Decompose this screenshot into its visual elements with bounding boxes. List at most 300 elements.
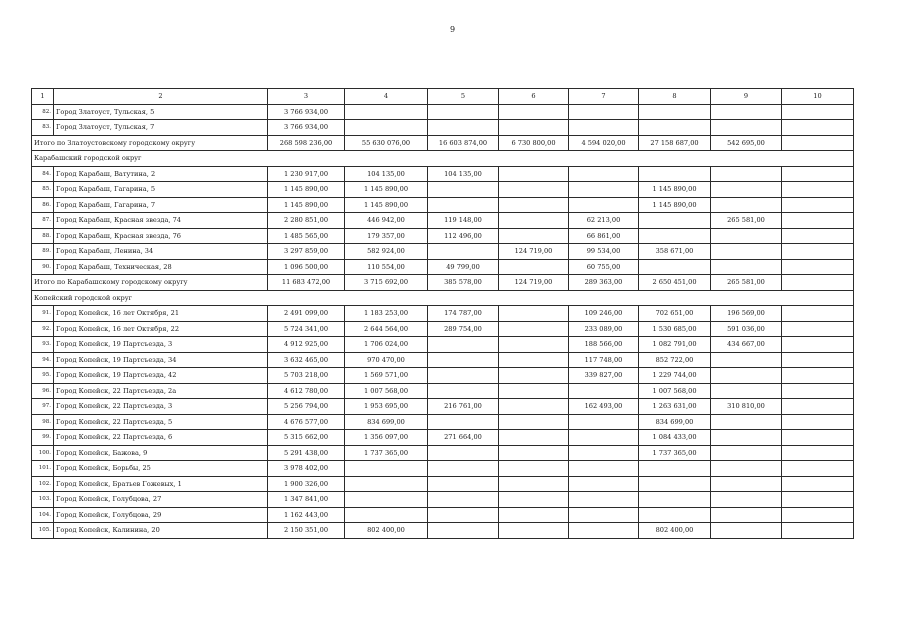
table-cell bbox=[782, 507, 854, 523]
table-cell bbox=[428, 352, 499, 368]
table-row bbox=[32, 430, 854, 446]
table-cell: 1 145 890,00 bbox=[268, 197, 345, 213]
table-cell bbox=[345, 461, 428, 477]
table-cell bbox=[499, 383, 569, 399]
table-cell: 1 230 917,00 bbox=[268, 166, 345, 182]
table-row bbox=[32, 414, 854, 430]
table-cell bbox=[711, 228, 782, 244]
table-cell: 802 400,00 bbox=[639, 523, 711, 539]
table-cell: 5 703 218,00 bbox=[268, 368, 345, 384]
table-cell bbox=[499, 166, 569, 182]
total-cell: 55 630 076,00 bbox=[345, 135, 428, 151]
column-header: 4 bbox=[345, 89, 428, 105]
table-row bbox=[32, 228, 854, 244]
table-cell: 970 470,00 bbox=[345, 352, 428, 368]
table-cell bbox=[569, 523, 639, 539]
table-cell: 174 787,00 bbox=[428, 306, 499, 322]
table-cell bbox=[639, 104, 711, 120]
row-number: 103. bbox=[32, 492, 54, 508]
table-cell bbox=[428, 461, 499, 477]
table-cell bbox=[345, 120, 428, 136]
table-cell: 3 766 934,00 bbox=[268, 120, 345, 136]
table-cell: 582 924,00 bbox=[345, 244, 428, 260]
table-cell bbox=[499, 306, 569, 322]
address-cell: Город Карабаш, Гагарина, 5 bbox=[54, 182, 268, 198]
table-cell: 1 953 695,00 bbox=[345, 399, 428, 415]
table-cell: 1 084 433,00 bbox=[639, 430, 711, 446]
table-cell bbox=[428, 104, 499, 120]
table-cell bbox=[782, 244, 854, 260]
address-cell: Город Копейск, 22 Партсъезда, 6 bbox=[54, 430, 268, 446]
table-cell: 3 766 934,00 bbox=[268, 104, 345, 120]
table-cell bbox=[569, 197, 639, 213]
address-cell: Город Карабаш, Ленина, 34 bbox=[54, 244, 268, 260]
table-cell: 1 096 500,00 bbox=[268, 259, 345, 275]
table-cell bbox=[345, 104, 428, 120]
table-cell: 4 912 925,00 bbox=[268, 337, 345, 353]
table-cell bbox=[499, 476, 569, 492]
row-number: 83. bbox=[32, 120, 54, 136]
row-number: 82. bbox=[32, 104, 54, 120]
table-cell bbox=[499, 492, 569, 508]
table-cell bbox=[569, 166, 639, 182]
row-number: 95. bbox=[32, 368, 54, 384]
table-cell bbox=[711, 461, 782, 477]
total-label: Итого по Карабашскому городскому округу bbox=[32, 275, 268, 291]
table-cell bbox=[711, 352, 782, 368]
table-cell bbox=[428, 244, 499, 260]
address-cell: Город Копейск, 16 лет Октября, 21 bbox=[54, 306, 268, 322]
table-cell bbox=[428, 182, 499, 198]
table-cell bbox=[499, 461, 569, 477]
total-cell: 542 695,00 bbox=[711, 135, 782, 151]
table-cell bbox=[499, 337, 569, 353]
address-cell: Город Копейск, Калинина, 20 bbox=[54, 523, 268, 539]
table-cell bbox=[782, 399, 854, 415]
table-cell: 1 183 253,00 bbox=[345, 306, 428, 322]
row-number: 94. bbox=[32, 352, 54, 368]
table-cell bbox=[782, 166, 854, 182]
table-cell: 1 145 890,00 bbox=[345, 182, 428, 198]
row-number: 91. bbox=[32, 306, 54, 322]
row-number: 102. bbox=[32, 476, 54, 492]
table-cell bbox=[711, 197, 782, 213]
address-cell: Город Копейск, 22 Партсъезда, 3 bbox=[54, 399, 268, 415]
table-cell: 4 676 577,00 bbox=[268, 414, 345, 430]
table-cell: 3 297 859,00 bbox=[268, 244, 345, 260]
table-cell bbox=[782, 197, 854, 213]
table-row bbox=[32, 306, 854, 322]
table-cell bbox=[711, 182, 782, 198]
table-cell bbox=[782, 120, 854, 136]
table-cell bbox=[569, 507, 639, 523]
table-row bbox=[32, 523, 854, 539]
table-cell: 112 496,00 bbox=[428, 228, 499, 244]
table-cell bbox=[428, 476, 499, 492]
table-body bbox=[32, 89, 854, 539]
total-cell: 2 650 451,00 bbox=[639, 275, 711, 291]
table-cell bbox=[569, 182, 639, 198]
table-cell: 310 810,00 bbox=[711, 399, 782, 415]
table-cell bbox=[639, 461, 711, 477]
total-cell: 6 730 800,00 bbox=[499, 135, 569, 151]
table-cell: 289 754,00 bbox=[428, 321, 499, 337]
table-cell: 591 036,00 bbox=[711, 321, 782, 337]
section-title: Карабашский городской округ bbox=[32, 151, 854, 167]
header-row bbox=[32, 89, 854, 105]
table-cell bbox=[782, 492, 854, 508]
column-header: 9 bbox=[711, 89, 782, 105]
table-cell bbox=[428, 120, 499, 136]
table-cell: 66 861,00 bbox=[569, 228, 639, 244]
address-cell: Город Копейск, Голубцова, 27 bbox=[54, 492, 268, 508]
total-cell: 265 581,00 bbox=[711, 275, 782, 291]
table-cell bbox=[782, 337, 854, 353]
table-cell bbox=[711, 430, 782, 446]
table-cell: 2 280 851,00 bbox=[268, 213, 345, 229]
table-cell bbox=[499, 182, 569, 198]
table-cell: 1 007 568,00 bbox=[345, 383, 428, 399]
column-header: 7 bbox=[569, 89, 639, 105]
table-cell bbox=[711, 120, 782, 136]
table-cell bbox=[569, 476, 639, 492]
row-number: 100. bbox=[32, 445, 54, 461]
table-cell bbox=[428, 337, 499, 353]
table-cell bbox=[428, 414, 499, 430]
table-cell bbox=[711, 445, 782, 461]
table-cell bbox=[639, 166, 711, 182]
table-row bbox=[32, 352, 854, 368]
row-number: 87. bbox=[32, 213, 54, 229]
row-number: 105. bbox=[32, 523, 54, 539]
address-cell: Город Карабаш, Ватутина, 2 bbox=[54, 166, 268, 182]
table-cell bbox=[569, 492, 639, 508]
table-cell bbox=[569, 104, 639, 120]
table-cell bbox=[782, 461, 854, 477]
table-row bbox=[32, 492, 854, 508]
table-cell: 852 722,00 bbox=[639, 352, 711, 368]
table-row bbox=[32, 399, 854, 415]
table-cell bbox=[782, 259, 854, 275]
row-number: 93. bbox=[32, 337, 54, 353]
table-cell: 233 089,00 bbox=[569, 321, 639, 337]
table-cell bbox=[782, 182, 854, 198]
table-cell bbox=[782, 476, 854, 492]
table-cell bbox=[782, 352, 854, 368]
table-cell bbox=[639, 492, 711, 508]
table-cell: 109 246,00 bbox=[569, 306, 639, 322]
table-cell: 2 644 564,00 bbox=[345, 321, 428, 337]
address-cell: Город Копейск, 22 Партсъезда, 2а bbox=[54, 383, 268, 399]
table-cell: 1 145 890,00 bbox=[639, 182, 711, 198]
table-cell bbox=[345, 476, 428, 492]
table-cell: 2 150 351,00 bbox=[268, 523, 345, 539]
table-row bbox=[32, 213, 854, 229]
table-cell bbox=[345, 507, 428, 523]
section-row bbox=[32, 290, 854, 306]
table-cell bbox=[428, 492, 499, 508]
table-cell: 1 007 568,00 bbox=[639, 383, 711, 399]
table-cell: 104 135,00 bbox=[428, 166, 499, 182]
table-cell: 2 491 099,00 bbox=[268, 306, 345, 322]
table-cell bbox=[782, 306, 854, 322]
total-row bbox=[32, 275, 854, 291]
table-cell bbox=[499, 120, 569, 136]
page-number: 9 bbox=[449, 25, 456, 34]
table-cell bbox=[711, 414, 782, 430]
table-cell bbox=[428, 523, 499, 539]
table-cell bbox=[569, 461, 639, 477]
table-cell: 802 400,00 bbox=[345, 523, 428, 539]
table-cell bbox=[428, 383, 499, 399]
table-cell: 834 699,00 bbox=[639, 414, 711, 430]
table-cell: 124 719,00 bbox=[499, 244, 569, 260]
address-cell: Город Карабаш, Гагарина, 7 bbox=[54, 197, 268, 213]
table-cell bbox=[499, 228, 569, 244]
table-cell: 1 162 443,00 bbox=[268, 507, 345, 523]
table-cell: 162 493,00 bbox=[569, 399, 639, 415]
table-cell: 834 699,00 bbox=[345, 414, 428, 430]
table-row bbox=[32, 182, 854, 198]
table-cell: 1 263 631,00 bbox=[639, 399, 711, 415]
column-header: 5 bbox=[428, 89, 499, 105]
table-cell: 216 761,00 bbox=[428, 399, 499, 415]
table-cell bbox=[499, 523, 569, 539]
table-cell bbox=[499, 368, 569, 384]
table-cell: 5 256 794,00 bbox=[268, 399, 345, 415]
total-cell: 27 158 687,00 bbox=[639, 135, 711, 151]
table-cell: 60 755,00 bbox=[569, 259, 639, 275]
table-cell bbox=[711, 244, 782, 260]
table-cell bbox=[711, 166, 782, 182]
table-row bbox=[32, 476, 854, 492]
table-cell: 1 485 565,00 bbox=[268, 228, 345, 244]
row-number: 96. bbox=[32, 383, 54, 399]
table-cell: 99 534,00 bbox=[569, 244, 639, 260]
table-cell: 1 706 024,00 bbox=[345, 337, 428, 353]
column-header: 3 bbox=[268, 89, 345, 105]
table-cell: 49 799,00 bbox=[428, 259, 499, 275]
row-number: 86. bbox=[32, 197, 54, 213]
table-cell bbox=[782, 445, 854, 461]
table-cell bbox=[782, 414, 854, 430]
table-cell: 446 942,00 bbox=[345, 213, 428, 229]
address-cell: Город Копейск, Бажова, 9 bbox=[54, 445, 268, 461]
table-cell: 1 082 791,00 bbox=[639, 337, 711, 353]
address-cell: Город Карабаш, Техническая, 28 bbox=[54, 259, 268, 275]
table-cell: 1 356 097,00 bbox=[345, 430, 428, 446]
row-number: 101. bbox=[32, 461, 54, 477]
row-number: 89. bbox=[32, 244, 54, 260]
address-cell: Город Златоуст, Тульская, 5 bbox=[54, 104, 268, 120]
table-cell: 188 566,00 bbox=[569, 337, 639, 353]
table-cell: 1 347 841,00 bbox=[268, 492, 345, 508]
row-number: 104. bbox=[32, 507, 54, 523]
table-cell bbox=[499, 399, 569, 415]
table-cell: 104 135,00 bbox=[345, 166, 428, 182]
address-cell: Город Копейск, Голубцова, 29 bbox=[54, 507, 268, 523]
table-row bbox=[32, 445, 854, 461]
total-cell: 4 594 020,00 bbox=[569, 135, 639, 151]
table-row bbox=[32, 383, 854, 399]
table-cell bbox=[428, 445, 499, 461]
table-cell: 3 632 465,00 bbox=[268, 352, 345, 368]
row-number: 97. bbox=[32, 399, 54, 415]
table-cell bbox=[711, 368, 782, 384]
table-cell: 110 554,00 bbox=[345, 259, 428, 275]
total-cell: 16 603 874,00 bbox=[428, 135, 499, 151]
table-cell: 196 569,00 bbox=[711, 306, 782, 322]
table-cell bbox=[639, 213, 711, 229]
table-cell: 271 664,00 bbox=[428, 430, 499, 446]
total-cell: 124 719,00 bbox=[499, 275, 569, 291]
table-cell: 5 724 341,00 bbox=[268, 321, 345, 337]
table-cell bbox=[428, 507, 499, 523]
table-cell bbox=[782, 430, 854, 446]
table-cell: 339 827,00 bbox=[569, 368, 639, 384]
table-cell: 1 145 890,00 bbox=[268, 182, 345, 198]
table-cell bbox=[499, 430, 569, 446]
table-cell bbox=[428, 197, 499, 213]
table-cell bbox=[499, 414, 569, 430]
total-row bbox=[32, 135, 854, 151]
table-cell bbox=[499, 104, 569, 120]
table-cell bbox=[499, 507, 569, 523]
table-cell bbox=[711, 523, 782, 539]
table-cell bbox=[569, 445, 639, 461]
table-cell bbox=[711, 507, 782, 523]
table-cell: 1 145 890,00 bbox=[639, 197, 711, 213]
table-cell: 434 667,00 bbox=[711, 337, 782, 353]
section-title: Копейский городской округ bbox=[32, 290, 854, 306]
table-cell bbox=[569, 383, 639, 399]
table-row bbox=[32, 321, 854, 337]
total-cell bbox=[782, 135, 854, 151]
column-header: 10 bbox=[782, 89, 854, 105]
table-cell bbox=[428, 368, 499, 384]
table-cell bbox=[569, 120, 639, 136]
section-row bbox=[32, 151, 854, 167]
table-row bbox=[32, 368, 854, 384]
table-cell bbox=[639, 120, 711, 136]
address-cell: Город Карабаш, Красная звезда, 76 bbox=[54, 228, 268, 244]
table-row bbox=[32, 120, 854, 136]
address-cell: Город Копейск, 16 лет Октября, 22 bbox=[54, 321, 268, 337]
table-row bbox=[32, 104, 854, 120]
row-number: 88. bbox=[32, 228, 54, 244]
table-row bbox=[32, 337, 854, 353]
table-cell bbox=[499, 445, 569, 461]
table-cell: 4 612 780,00 bbox=[268, 383, 345, 399]
table-cell: 3 978 402,00 bbox=[268, 461, 345, 477]
table-cell bbox=[711, 383, 782, 399]
table-cell: 5 291 438,00 bbox=[268, 445, 345, 461]
table-cell bbox=[782, 321, 854, 337]
table-row bbox=[32, 197, 854, 213]
address-cell: Город Копейск, 22 Партсъезда, 5 bbox=[54, 414, 268, 430]
budget-table bbox=[31, 88, 854, 539]
table-row bbox=[32, 259, 854, 275]
address-cell: Город Копейск, Братьев Гожевых, 1 bbox=[54, 476, 268, 492]
address-cell: Город Копейск, Борьбы, 25 bbox=[54, 461, 268, 477]
table-cell bbox=[569, 414, 639, 430]
table-cell bbox=[499, 197, 569, 213]
table-cell bbox=[639, 228, 711, 244]
table-cell bbox=[499, 352, 569, 368]
table-cell bbox=[639, 507, 711, 523]
total-cell: 3 715 692,00 bbox=[345, 275, 428, 291]
table-cell bbox=[639, 476, 711, 492]
table-cell bbox=[782, 523, 854, 539]
table-cell bbox=[782, 368, 854, 384]
table-cell: 1 737 365,00 bbox=[345, 445, 428, 461]
total-cell: 289 363,00 bbox=[569, 275, 639, 291]
table-cell: 358 671,00 bbox=[639, 244, 711, 260]
table-cell bbox=[345, 492, 428, 508]
table-cell: 1 229 744,00 bbox=[639, 368, 711, 384]
address-cell: Город Златоуст, Тульская, 7 bbox=[54, 120, 268, 136]
total-cell: 385 578,00 bbox=[428, 275, 499, 291]
table-cell bbox=[499, 321, 569, 337]
table-cell bbox=[499, 213, 569, 229]
table-cell bbox=[782, 228, 854, 244]
table-cell: 62 213,00 bbox=[569, 213, 639, 229]
row-number: 99. bbox=[32, 430, 54, 446]
row-number: 98. bbox=[32, 414, 54, 430]
table-cell: 5 315 662,00 bbox=[268, 430, 345, 446]
column-header: 6 bbox=[499, 89, 569, 105]
table-cell bbox=[499, 259, 569, 275]
total-cell bbox=[782, 275, 854, 291]
address-cell: Город Копейск, 19 Партсъезда, 34 bbox=[54, 352, 268, 368]
table-cell: 265 581,00 bbox=[711, 213, 782, 229]
table-cell bbox=[711, 259, 782, 275]
table-cell bbox=[639, 259, 711, 275]
row-number: 90. bbox=[32, 259, 54, 275]
table-cell bbox=[711, 492, 782, 508]
table-cell: 1 530 685,00 bbox=[639, 321, 711, 337]
table-row bbox=[32, 461, 854, 477]
table-cell: 119 148,00 bbox=[428, 213, 499, 229]
table-cell bbox=[569, 430, 639, 446]
column-header: 2 bbox=[54, 89, 268, 105]
table-cell: 702 651,00 bbox=[639, 306, 711, 322]
row-number: 84. bbox=[32, 166, 54, 182]
table-cell: 1 737 365,00 bbox=[639, 445, 711, 461]
total-cell: 11 683 472,00 bbox=[268, 275, 345, 291]
table-cell bbox=[782, 383, 854, 399]
table-row bbox=[32, 244, 854, 260]
table-cell: 117 748,00 bbox=[569, 352, 639, 368]
row-number: 92. bbox=[32, 321, 54, 337]
table-cell: 1 145 890,00 bbox=[345, 197, 428, 213]
column-header: 1 bbox=[32, 89, 54, 105]
column-header: 8 bbox=[639, 89, 711, 105]
address-cell: Город Карабаш, Красная звезда, 74 bbox=[54, 213, 268, 229]
address-cell: Город Копейск, 19 Партсъезда, 3 bbox=[54, 337, 268, 353]
table-cell bbox=[711, 104, 782, 120]
table-row bbox=[32, 507, 854, 523]
row-number: 85. bbox=[32, 182, 54, 198]
table-cell bbox=[711, 476, 782, 492]
table-row bbox=[32, 166, 854, 182]
table-cell bbox=[782, 104, 854, 120]
table-cell: 1 900 326,00 bbox=[268, 476, 345, 492]
total-cell: 268 598 236,00 bbox=[268, 135, 345, 151]
total-label: Итого по Златоустовскому городскому округу bbox=[32, 135, 268, 151]
table-cell: 179 357,00 bbox=[345, 228, 428, 244]
table-cell: 1 569 571,00 bbox=[345, 368, 428, 384]
